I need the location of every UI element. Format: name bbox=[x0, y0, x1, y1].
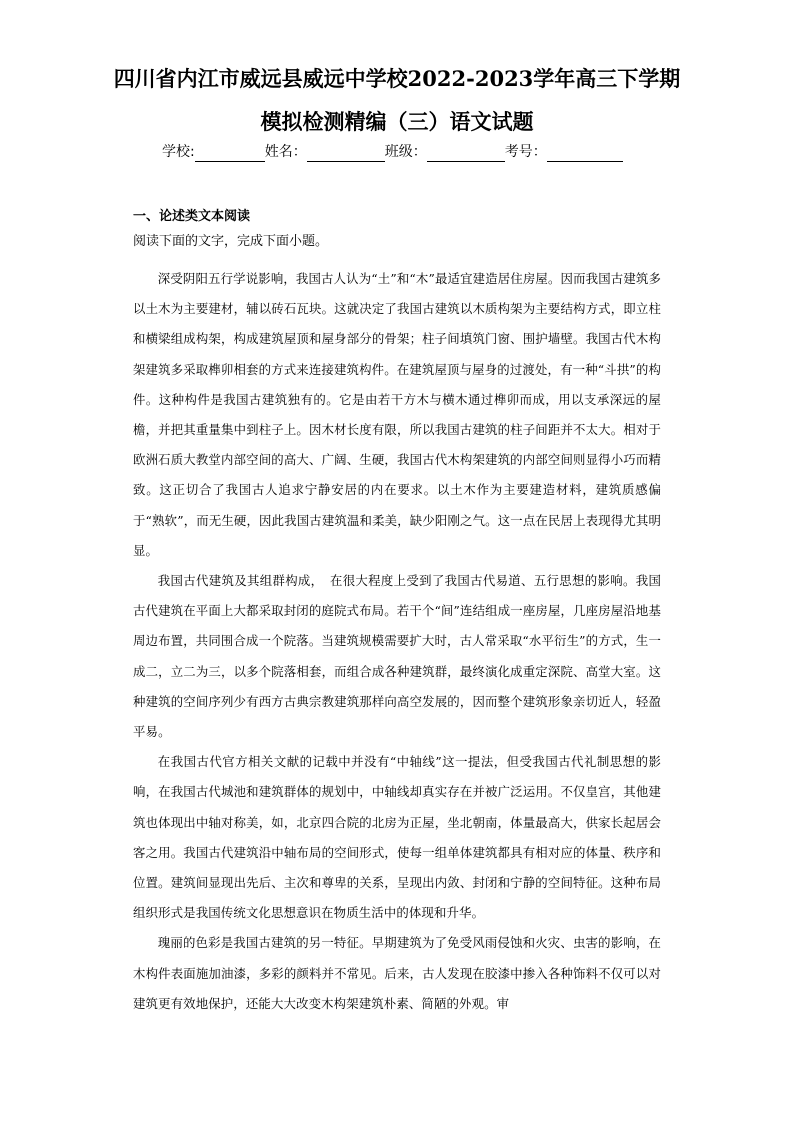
exam-title-line1: 四川省内江市威远县威远中学校2022-2023学年高三下学期 bbox=[113, 66, 681, 91]
student-info-row bbox=[162, 142, 623, 162]
passage-paragraph-2: 我国古代建筑及其组群构成， 在很大程度上受到了我国古代易道、五行思想的影响。我国古代建筑在平面上大都采取封闭的庭院式布局。若干个“间”连结组成一座房屋，几座房屋沿地基周边布置，共同围合成一个院落。当建筑规模需要扩大时，古人常采取“水平衍生”的方式，生一成二，立二为三，以多个院落相套，而组合成各种建筑群，最终演化成重定深院、高堂大室。这种建筑的空间序列少有西方古典宗教建筑那样向高空发展的，因而整个建筑形象亲切近人，轻盈平易。 bbox=[133, 573, 661, 740]
name-blank[interactable] bbox=[307, 145, 385, 162]
school-blank[interactable] bbox=[195, 145, 265, 162]
section-heading: 一、论述类文本阅读 bbox=[133, 209, 251, 224]
exam-number-blank[interactable] bbox=[547, 145, 623, 162]
name-label: 姓名： bbox=[264, 144, 307, 160]
passage-paragraph-1: 深受阴阳五行学说影响，我国古人认为“土”和“木”最适宜建造居住房屋。因而我国古建筑多以土木为主要建材，辅以砖石瓦块。这就决定了我国古建筑以木质构架为主要结构方式，即立柱和横梁组成构架，构成建筑屋顶和屋身部分的骨架；柱子间填筑门窗、围护墙壁。我国古代木构架建筑多采取榫卯相套的方式来连接建筑构件。在建筑屋顶与屋身的过渡处，有一种“斗拱”的构件。这种构件是我国古建筑独有的。它是由若干方木与横木通过榫卯而成，用以支承深远的屋檐，并把其重量集中到柱子上。因木材长度有限，所以我国古建筑的柱子间距并不太大。相对于欧洲石质大教堂内部空间的高大、广阔、生硬，我国古代木构架建筑的内部空间则显得小巧而精致。这正切合了我国古人追求宁静安居的内在要求。以土木作为主要建造材料，建筑质感偏于“熟软”，而无生硬，因此我国古建筑温和柔美，缺少阳刚之气。这一点在民居上表现得尤其明显。 bbox=[133, 271, 661, 558]
class-label: 班级： bbox=[384, 144, 427, 160]
section-instruction: 阅读下面的文字，完成下面小题。 bbox=[133, 234, 329, 249]
reading-passage bbox=[133, 264, 661, 1019]
school-label: 学校: bbox=[162, 144, 195, 160]
passage-paragraph-3: 在我国古代官方相关文献的记载中并没有“中轴线”这一提法，但受我国古代礼制思想的影响，在我国古代城池和建筑群体的规划中，中轴线却真实存在并被广泛运用。不仅皇宫，其他建筑也体现出中轴对称美，如，北京四合院的北房为正屋，坐北朝南，体量最高大，供家长起居会客之用。我国古代建筑沿中轴布局的空间形式，使每一组单体建筑都具有相对应的体量、秩序和位置。建筑间显现出先后、主次和尊卑的关系，呈现出内敛、封闭和宁静的空间特征。这种布局组织形式是我国传统文化思想意识在物质生活中的体现和升华。 bbox=[133, 754, 661, 921]
exam-title-line2: 模拟检测精编（三）语文试题 bbox=[260, 109, 534, 134]
class-blank[interactable] bbox=[427, 145, 505, 162]
passage-paragraph-4: 瑰丽的色彩是我国古建筑的另一特征。早期建筑为了免受风雨侵蚀和火灾、虫害的影响，在木构件表面施加油漆，多彩的颜料并不常见。后来，古人发现在胶漆中掺入各种饰料不仅可以对建筑更有效地保护，还能大大改变木构架建筑朴素、简陋的外观。审 bbox=[133, 935, 661, 1011]
exam-number-label: 考号： bbox=[504, 144, 547, 160]
